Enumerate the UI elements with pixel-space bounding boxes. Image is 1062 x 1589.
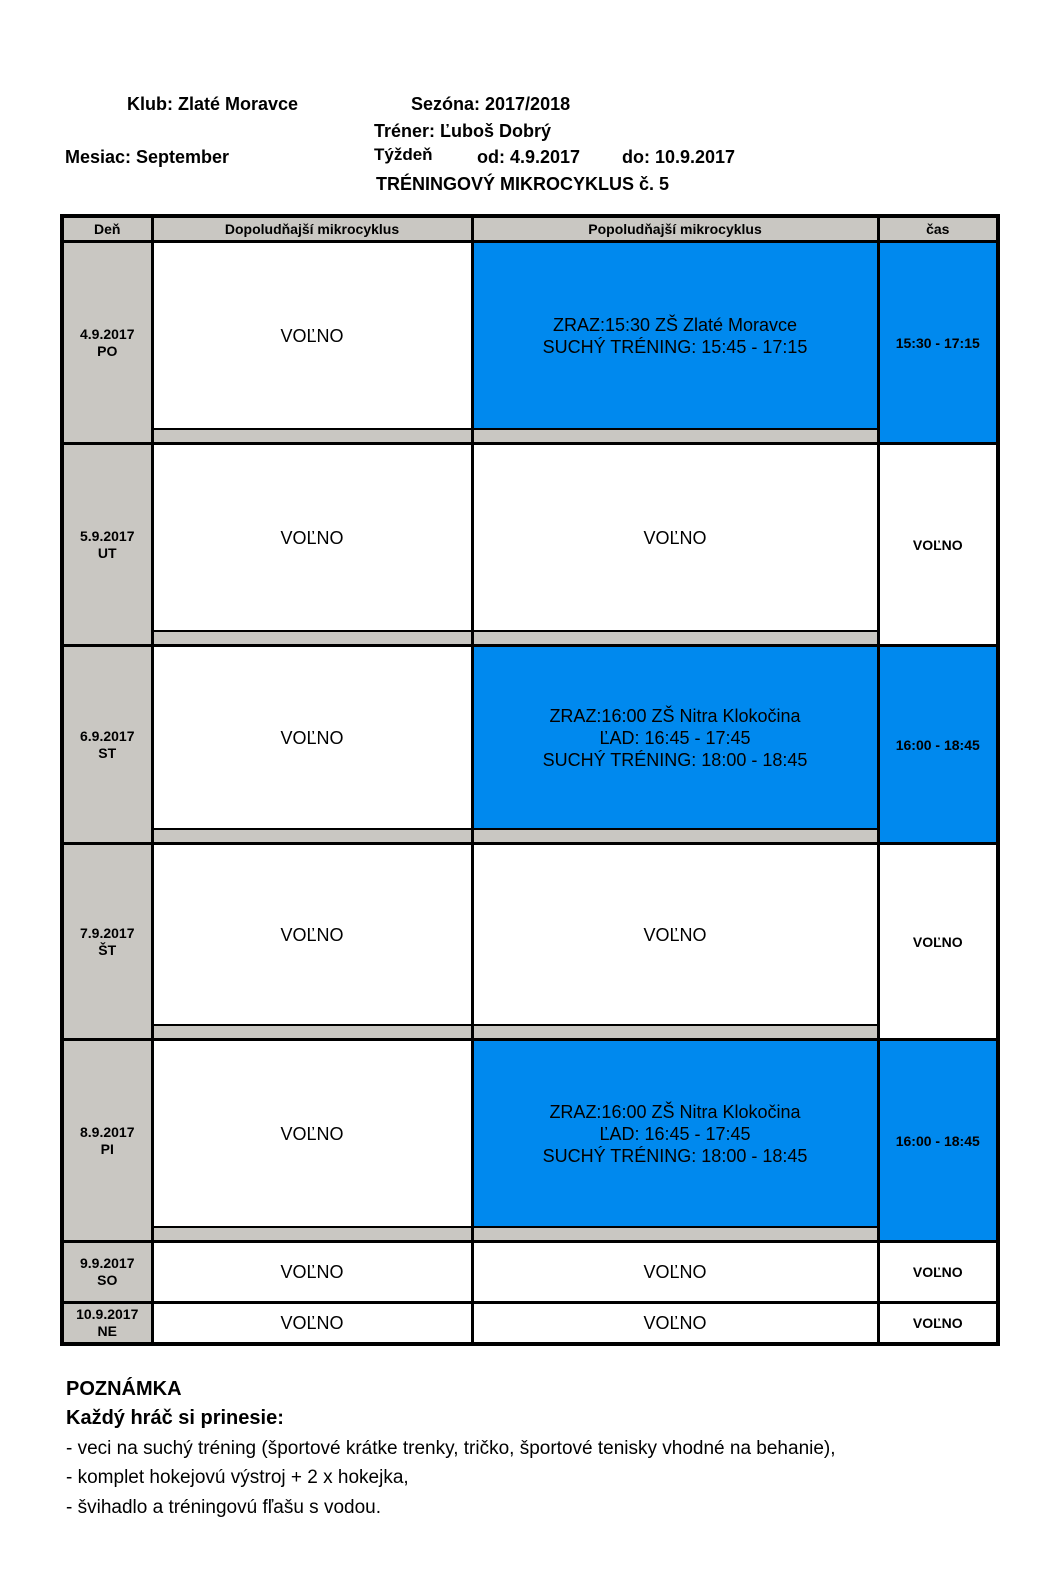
afternoon-cell — [472, 844, 878, 1040]
table-row — [62, 844, 998, 1040]
document-title: TRÉNINGOVÝ MIKROCYKLUS č. 5 — [376, 174, 670, 194]
day-date: 9.9.2017 — [80, 1255, 135, 1271]
cell-footer-band — [474, 630, 877, 644]
day-cell — [62, 844, 152, 1040]
coach-label: Tréner: Ľuboš Dobrý — [374, 121, 552, 141]
morning-text-line: VOĽNO — [280, 325, 344, 346]
day-date: 7.9.2017 — [80, 924, 135, 941]
morning-text-line: VOĽNO — [280, 924, 344, 945]
cell-footer-band — [474, 1024, 877, 1038]
morning-text-line: VOĽNO — [280, 727, 344, 748]
afternoon-text-line: VOĽNO — [643, 1262, 707, 1282]
cell-footer-band — [154, 1024, 471, 1038]
time-cell: 16:00 - 18:45 — [878, 646, 998, 844]
morning-cell — [152, 1242, 472, 1303]
club-label: Klub: Zlaté Moravce — [127, 94, 299, 114]
afternoon-cell — [472, 242, 878, 444]
afternoon-text-line: VOĽNO — [643, 1313, 707, 1333]
col-header-day: Deň — [62, 216, 152, 242]
time-cell: 15:30 - 17:15 — [878, 242, 998, 444]
day-date: 4.9.2017 — [80, 325, 135, 342]
day-date: 10.9.2017 — [76, 1306, 139, 1322]
note-item: - švihadlo a tréningovú fľašu s vodou. — [66, 1497, 382, 1518]
afternoon-cell — [472, 1303, 878, 1345]
morning-cell — [152, 844, 472, 1040]
afternoon-text-line: SUCHÝ TRÉNING: 18:00 - 18:45 — [542, 1145, 808, 1166]
morning-text-line: VOĽNO — [280, 1313, 344, 1333]
season-label: Sezóna: 2017/2018 — [411, 94, 571, 114]
time-cell: VOĽNO — [878, 1303, 998, 1345]
cell-footer-band — [154, 630, 471, 644]
day-abbrev: SO — [97, 1272, 118, 1288]
note-subtitle: Každý hráč si prinesie: — [66, 1407, 284, 1429]
day-cell — [62, 444, 152, 646]
afternoon-text-line: ZRAZ:16:00 ZŠ Nitra Klokočina — [549, 1101, 801, 1122]
table-row — [62, 444, 998, 646]
afternoon-cell — [472, 444, 878, 646]
col-header-time: čas — [878, 216, 998, 242]
afternoon-text-line: ĽAD: 16:45 - 17:45 — [599, 1123, 751, 1144]
schedule-table — [60, 214, 1000, 1346]
note-item: - komplet hokejovú výstroj + 2 x hokejka, — [66, 1467, 409, 1488]
day-date: 8.9.2017 — [80, 1123, 135, 1140]
col-header-afternoon: Popoludňajší mikrocyklus — [472, 216, 878, 242]
afternoon-text-line: ĽAD: 16:45 - 17:45 — [599, 727, 751, 748]
cell-footer-band — [474, 828, 877, 842]
cell-footer-band — [154, 828, 471, 842]
cell-footer-band — [474, 1226, 877, 1240]
table-row — [62, 1303, 998, 1345]
afternoon-text-line: ZRAZ:16:00 ZŠ Nitra Klokočina — [549, 705, 801, 726]
afternoon-text-line: ZRAZ:15:30 ZŠ Zlaté Moravce — [552, 314, 798, 335]
morning-text-line: VOĽNO — [280, 1262, 344, 1282]
morning-cell — [152, 444, 472, 646]
day-cell — [62, 1303, 152, 1345]
table-row — [62, 1040, 998, 1242]
col-header-morning: Dopoludňajší mikrocyklus — [152, 216, 472, 242]
month-label: Mesiac: September — [65, 147, 230, 167]
note-title: POZNÁMKA — [66, 1378, 182, 1400]
table-row — [62, 242, 998, 444]
schedule-body — [62, 242, 998, 1345]
morning-cell — [152, 242, 472, 444]
day-cell — [62, 1040, 152, 1242]
day-date: 6.9.2017 — [80, 727, 135, 744]
day-abbrev: ŠT — [98, 941, 117, 958]
week-to: do: 10.9.2017 — [622, 147, 736, 167]
time-cell: 16:00 - 18:45 — [878, 1040, 998, 1242]
day-cell — [62, 242, 152, 444]
afternoon-cell — [472, 646, 878, 844]
afternoon-text-line: SUCHÝ TRÉNING: 15:45 - 17:15 — [542, 336, 808, 357]
day-cell — [62, 646, 152, 844]
day-abbrev: NE — [97, 1323, 117, 1339]
day-abbrev: PO — [97, 342, 118, 359]
morning-cell — [152, 1303, 472, 1345]
afternoon-text-line: VOĽNO — [643, 527, 707, 548]
morning-text-line: VOĽNO — [280, 1123, 344, 1144]
cell-footer-band — [474, 428, 877, 442]
afternoon-cell — [472, 1242, 878, 1303]
time-cell: VOĽNO — [878, 844, 998, 1040]
morning-cell — [152, 646, 472, 844]
table-row — [62, 646, 998, 844]
day-date: 5.9.2017 — [80, 527, 135, 544]
time-cell: VOĽNO — [878, 1242, 998, 1303]
cell-footer-band — [154, 428, 471, 442]
day-cell — [62, 1242, 152, 1303]
week-from: od: 4.9.2017 — [477, 147, 581, 167]
day-abbrev: PI — [100, 1140, 114, 1157]
note-item: - veci na suchý tréning (športové krátke trenky, tričko, športové tenisky vhodné na behanie), — [66, 1438, 836, 1459]
afternoon-cell — [472, 1040, 878, 1242]
cell-footer-band — [154, 1226, 471, 1240]
time-cell: VOĽNO — [878, 444, 998, 646]
afternoon-text-line: SUCHÝ TRÉNING: 18:00 - 18:45 — [542, 749, 808, 770]
morning-text-line: VOĽNO — [280, 527, 344, 548]
day-abbrev: UT — [97, 544, 117, 561]
morning-cell — [152, 1040, 472, 1242]
week-label: Týždeň — [374, 145, 433, 164]
afternoon-text-line: VOĽNO — [643, 924, 707, 945]
table-row — [62, 1242, 998, 1303]
day-abbrev: ST — [98, 744, 117, 761]
table-header-row — [62, 216, 998, 242]
